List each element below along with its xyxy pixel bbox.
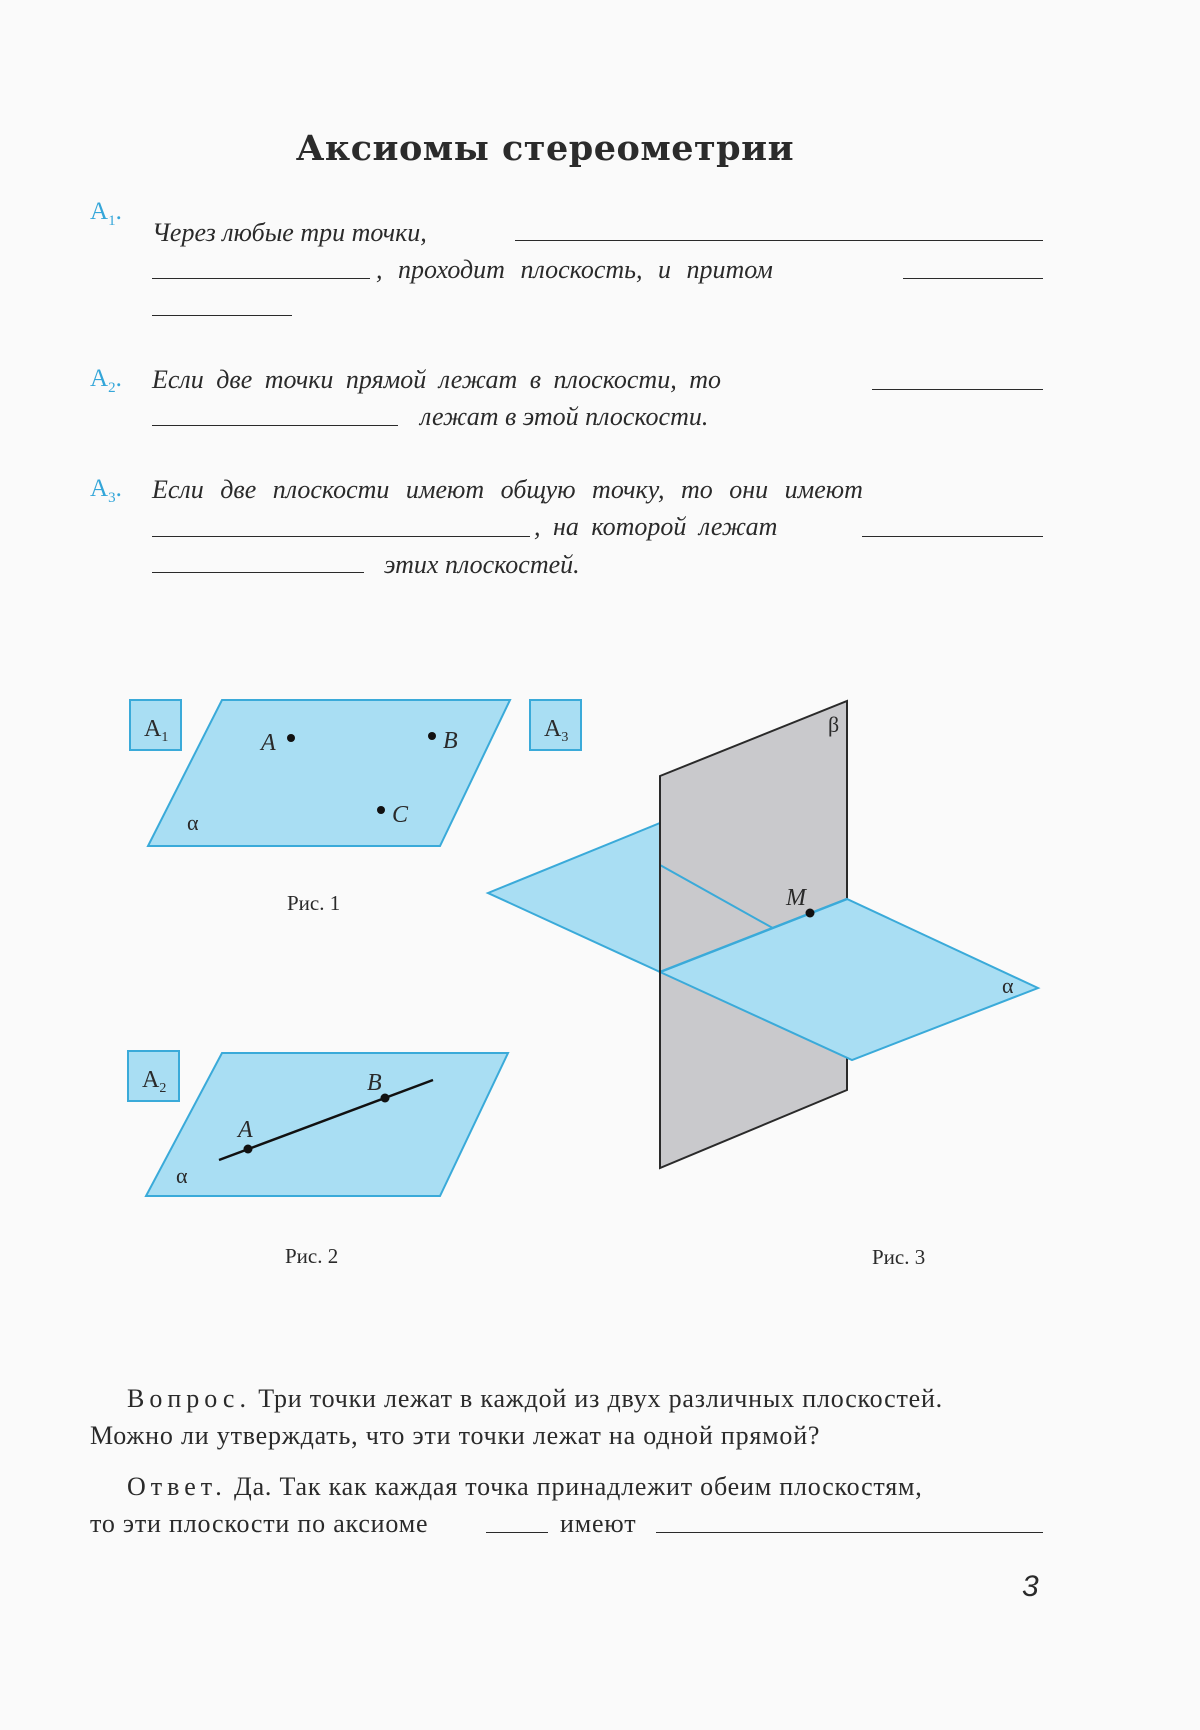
fig1-plane-label: α: [187, 810, 199, 835]
page-title: Аксиомы стереометрии: [295, 128, 795, 169]
fig1-point-c-label: C: [392, 802, 409, 828]
axiom-2-text-part2: лежат в этой плоскости.: [420, 402, 709, 431]
answer-blank-result[interactable]: [656, 1532, 1043, 1533]
fig1-point-a-dot: [287, 734, 295, 742]
axiom-3-text-part3: этих плоскостей.: [384, 550, 580, 579]
axiom-2-text-part1: Если две точки прямой лежат в плоскости, то: [152, 365, 721, 394]
question-line-1: [127, 1384, 943, 1414]
question-label: Вопрос.: [127, 1384, 251, 1413]
fig1-tag: A: [144, 716, 162, 742]
fig3-tag: A: [544, 716, 562, 742]
answer-text-2b: имеют: [560, 1509, 637, 1538]
fig1-point-c-dot: [377, 806, 385, 814]
fig2-point-b-dot: [381, 1094, 390, 1103]
fig3-tag-sub: 3: [561, 730, 569, 745]
fig2-plane-label: α: [176, 1163, 188, 1188]
axiom-3-text-part1: Если две плоскости имеют общую точку, то они имеют: [152, 475, 863, 504]
axiom-1-text-part2: , проходит плоскость, и притом: [376, 255, 773, 284]
fig1-point-a-label: A: [261, 730, 276, 756]
fig2-point-b-label: B: [367, 1070, 382, 1096]
question-text-1: Три точки лежат в каждой из двух различных плоскостей.: [258, 1384, 943, 1413]
fig1-plane-alpha: [148, 700, 510, 846]
fig2-tag: A: [142, 1067, 160, 1093]
fig3-caption: Рис. 3: [872, 1245, 926, 1269]
answer-text-2a: то эти плоскости по аксиоме: [90, 1509, 429, 1538]
page-number: 3: [1022, 1570, 1039, 1603]
axiom-1-text-part1: Через любые три точки,: [152, 218, 427, 247]
answer-text-1: Да. Так как каждая точка принадлежит обеим плоскостям,: [234, 1472, 923, 1501]
axiom-3-text-part2: , на которой лежат: [534, 512, 778, 541]
fig2-caption: Рис. 2: [285, 1244, 339, 1268]
fig2-plane-alpha: [146, 1053, 508, 1196]
fig1-point-b-label: B: [443, 728, 458, 754]
fig2-point-a-label: A: [238, 1117, 253, 1143]
answer-blank-axiom[interactable]: [486, 1532, 548, 1533]
fig1-caption: Рис. 1: [287, 891, 341, 915]
fig1-point-b-dot: [428, 732, 436, 740]
question-line-2: Можно ли утверждать, что эти точки лежат на одной прямой?: [90, 1421, 821, 1450]
fig3-point-m-dot: [806, 909, 815, 918]
fig2-point-a-dot: [244, 1145, 253, 1154]
fig3-beta-label: β: [828, 712, 840, 737]
figure-3: [488, 700, 1038, 1269]
fig3-alpha-label: α: [1002, 973, 1014, 998]
fig1-tag-sub: 1: [161, 730, 169, 745]
answer-line-1: [127, 1472, 923, 1502]
fig3-plane-alpha-back: [488, 823, 660, 972]
figure-2: [128, 1051, 508, 1268]
axiom-1-number: $A_1$.: [90, 198, 122, 229]
answer-label: Ответ.: [127, 1472, 227, 1501]
fig2-tag-sub: 2: [159, 1081, 167, 1096]
axiom-2-number: $A_2$.: [90, 365, 122, 396]
axiom-3-number: $A_3$.: [90, 475, 122, 506]
fig3-point-m-label: M: [786, 885, 806, 911]
figure-1: [130, 700, 510, 915]
